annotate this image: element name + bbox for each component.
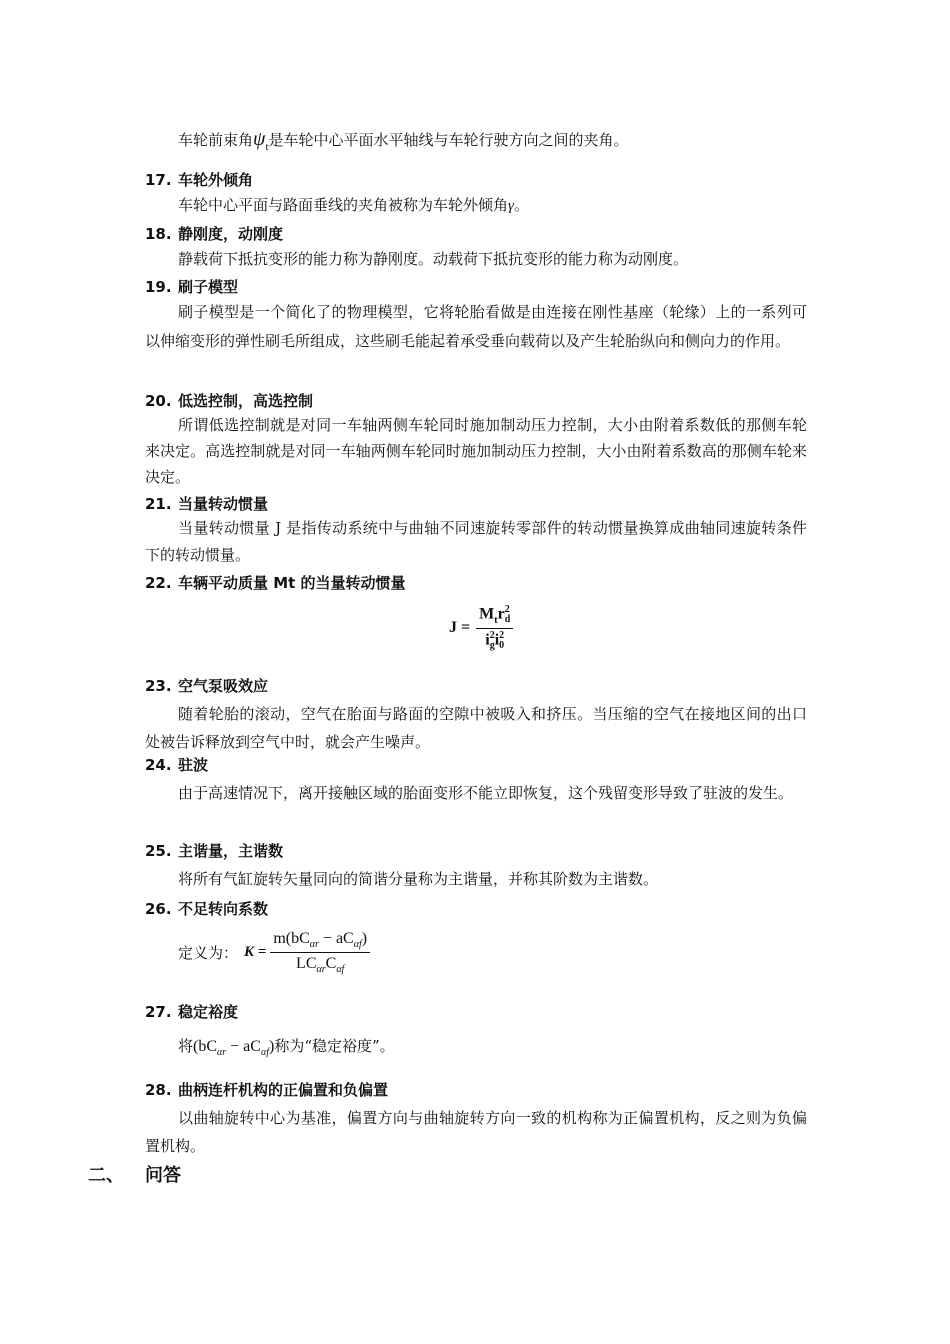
formula-equivalent-inertia: J = $M_tr$ 2 d i 2 g i 2 0 [449,605,513,651]
formula-stability-margin: 将$(bC_{\alpha r} - aC_{\alpha f})$称为“稳定裕度”。 [178,1037,395,1059]
psi-symbol: $\psi_t$ [253,128,269,153]
body-25: 将所有气缸旋转矢量同向的简谐分量称为主谐量，并称其阶数为主谐数。 [178,870,659,888]
body-17: 车轮中心平面与路面垂线的夹角被称为车轮外倾角γ。 [178,196,529,214]
body-21: 当量转动惯量 J 是指传动系统中与曲轴不同速旋转零部件的转动惯量换算成曲轴同速旋转条件下的转动惯量。 [145,519,807,564]
heading-27: 27. 稳定裕度 [145,1003,239,1021]
body-18: 静载荷下抵抗变形的能力称为静刚度。动载荷下抵抗变形的能力称为动刚度。 [178,250,689,268]
heading-26: 26. 不足转向系数 [145,900,269,918]
gamma-symbol: γ [508,198,514,214]
intro-paragraph [145,125,807,161]
heading-25: 25. 主谐量，主谐数 [145,842,284,860]
heading-19: 19. 刷子模型 [145,278,239,296]
heading-22: 22. 车辆平动质量 Mt 的当量转动惯量 [145,574,406,592]
heading-20: 20. 低选控制，高选控制 [145,392,314,410]
intro-prefix: 车轮前束角 [178,131,254,149]
body-24: 由于高速情况下，离开接触区域的胎面变形不能立即恢复，这个残留变形导致了驻波的发生。 [178,784,794,802]
section-heading: 二、 问答 [88,1165,181,1186]
heading-18: 18. 静刚度，动刚度 [145,225,284,243]
heading-23: 23. 空气泵吸效应 [145,677,269,695]
heading-17: 17. 车轮外倾角 [145,171,254,189]
heading-28: 28. 曲柄连杆机构的正偏置和负偏置 [145,1081,389,1099]
intro-suffix: 是车轮中心平面水平轴线与车轮行驶方向之间的夹角。 [268,131,629,149]
body-28: 以曲轴旋转中心为基准，偏置方向与曲轴旋转方向一致的机构称为正偏置机构，反之则为负偏置机构。 [145,1109,807,1155]
body-20: 所谓低选控制就是对同一车轴两侧车轮同时施加制动压力控制，大小由附着系数低的那侧车轮来决定。高选控制就是对同一车轴两侧车轮同时施加制动压力控制，大小由附着系数高的那侧车轮来决定。 [145,416,807,486]
formula-understeer: 定义为： K = $\frac{m(bC_{\alpha r} - aC_{\alpha f})}{LC_{\alpha r}C_{\alpha f}}$ [178,930,370,975]
body-19: 刷子模型是一个简化了的物理模型，它将轮胎看做是由连接在刚性基座（轮缘）上的一系列可以伸缩变形的弹性刷毛所组成，这些刷毛能起着承受垂向载荷以及产生轮胎纵向和侧向力的作用。 [145,303,807,350]
heading-21: 21. 当量转动惯量 [145,495,269,513]
heading-24: 24. 驻波 [145,756,209,774]
body-23: 随着轮胎的滚动，空气在胎面与路面的空隙中被吸入和挤压。当压缩的空气在接地区间的出口处被告诉释放到空气中时，就会产生噪声。 [145,705,807,751]
